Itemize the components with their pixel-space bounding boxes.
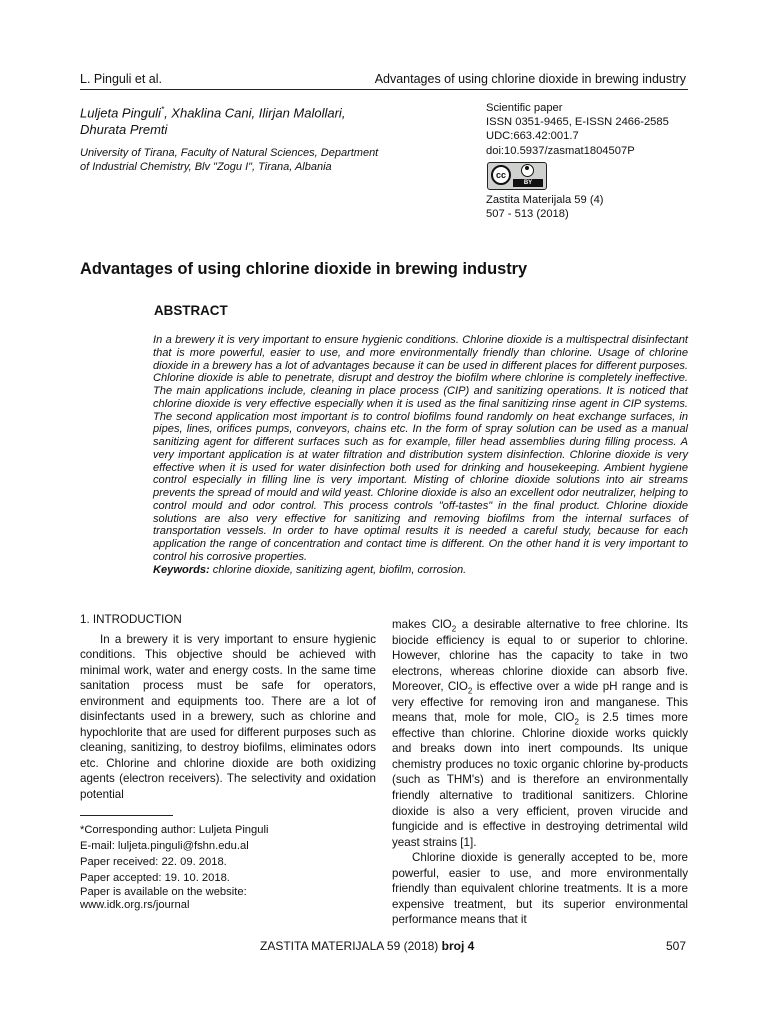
paper-title: Advantages of using chlorine dioxide in brewing industry: [80, 260, 528, 278]
paper-type: Scientific paper: [486, 102, 563, 114]
doi-link[interactable]: doi:10.5937/zasmat1804507P: [486, 144, 635, 157]
paper-metadata: [486, 101, 696, 158]
accepted-date: Paper accepted: 19. 10. 2018.: [80, 872, 230, 884]
corresponding-mark: *: [160, 105, 165, 114]
right-column: [392, 617, 688, 928]
text-run: makes ClO: [392, 618, 452, 631]
affiliation: [80, 147, 450, 174]
author-name-last: Dhurata Premti: [80, 122, 168, 138]
abstract-text: In a brewery it is very important to ensure hygienic conditions. Chlorine dioxide is a multispectral disinfectant that is more powerful, easier to use, and more environmentally friendly than chlorine. Usage of chlorine dioxide in a brewery has a lot of advantages because it can be used in different places for different purposes. Chlorine dioxide is able to penetrate, disrupt and destroy the biofilm where chlorine is completely ineffective. The main applications include, cleaning in place process (CIP) and sanitizing operations. It is noticed that chlorine dioxide is very effective especially when it is used as the final sanitizing rinse agent in CIP systems. The second application most important is to control biofilms found randomly on heat exchange surfaces, in pipes, lines, orifices pumps, conveyors, chains etc. In the form of spray solution can be used as a manual sanitizing agent for different surfaces such as for example, filler head assemblies during filling process. A very important application is at water filtration and distribution system disinfection. Chlorine dioxide is very effective when it is used for water disinfection both used for drinking and housekeeping. Ambient hygiene control especially in filling line is very important. Misting of chlorine dioxide solutions into air streams prevents the spread of mould and wild yeast. Chlorine dioxide is also an excellent odor neutralizer, helping to control mould and odor control. This process controls "off-tastes" in the final product. Chlorine dioxide solutions are also very effective for sanitizing and removing biofilms from the internal surfaces of transportation vessels. In order to have optimal results it is needed a careful study, because for each application the range of concentration and contact time is different. On the other hand it is very important to control his corrosive properties.: [153, 334, 688, 563]
author-name-first: Luljeta Pinguli: [80, 105, 161, 121]
footnotes: [80, 822, 380, 912]
abstract-body: [153, 334, 688, 576]
page-footer-journal: [260, 939, 474, 953]
affiliation-line: University of Tirana, Faculty of Natural Sciences, Department: [80, 147, 379, 159]
journal-pages: 507 - 513 (2018): [486, 207, 569, 220]
keywords-list: chlorine dioxide, sanitizing agent, biofilm, corrosion.: [209, 563, 467, 576]
text-run: is effective over a wide pH range and is very effective for removing iron and manganese. This means that, mole for mole, ClO: [392, 680, 688, 725]
corresponding-author: *Corresponding author: Luljeta Pinguli: [80, 824, 269, 836]
header-divider: [80, 89, 688, 90]
author-email[interactable]: E-mail: luljeta.pinguli@fshn.edu.al: [80, 840, 249, 852]
left-column: [80, 612, 376, 803]
website-note: [80, 886, 380, 912]
running-header-author: L. Pinguli et al.: [80, 72, 162, 86]
website-label: Paper is available on the website:: [80, 886, 247, 898]
subscript: 2: [451, 624, 457, 634]
author-list: [80, 101, 440, 138]
subscript: 2: [467, 686, 473, 696]
paragraph: [392, 617, 688, 850]
footer-issue: broj 4: [441, 939, 475, 953]
page-number: 507: [665, 939, 686, 953]
cc-icon: cc: [491, 165, 511, 185]
attribution-icon: [521, 164, 534, 177]
paragraph: Chlorine dioxide is generally accepted to be, more powerful, easier to use, and more environmentally friendly than equivalent chlorine treatments. It is a more expensive treatment, but its superior environmental performance means that it: [392, 851, 688, 927]
text-run: is 2.5 times more effective than chlorine. Chlorine dioxide works quickly and breaks down into inert compounds. Its unique chemistry produces no toxic organic chlorine by-products (such as THM's) and is therefore an environmentally friendly alternative to traditional sanitizers. Chlorine dioxide is also a very efficient, proven virucide and fungicide and is effective in destroying detrimental wild yeast strains [1].: [392, 711, 688, 849]
text-run: a desirable alternative to free chlorine. Its biocide efficiency is equal to or superior to chlorine. However, chlorine has the capacity to take in two electrons, whereas chlorine dioxide can absorb five. Moreover, ClO: [392, 618, 688, 694]
cc-by-license-badge[interactable]: [487, 162, 547, 190]
running-header-title: Advantages of using chlorine dioxide in brewing industry: [374, 72, 686, 86]
issn: ISSN 0351-9465, E-ISSN 2466-2585: [486, 116, 669, 129]
received-date: Paper received: 22. 09. 2018.: [80, 856, 227, 868]
subscript: 2: [574, 717, 579, 727]
website-link[interactable]: www.idk.org.rs/journal: [80, 899, 190, 911]
footer-journal-name: ZASTITA MATERIJALA 59 (2018): [260, 939, 442, 953]
keywords-label: Keywords:: [153, 563, 210, 576]
section-heading-introduction: 1. INTRODUCTION: [80, 613, 182, 626]
by-label: BY: [513, 179, 543, 187]
affiliation-line: of Industrial Chemistry, Blv "Zogu I", Tirana, Albania: [80, 160, 332, 173]
journal-volume: Zastita Materijala 59 (4): [486, 194, 604, 206]
abstract-heading: ABSTRACT: [154, 303, 228, 318]
journal-citation: [486, 194, 686, 221]
paragraph: In a brewery it is very important to ensure hygienic conditions. This objective should be achieved with minimal work, water and energy costs. In the same time sanitation process must be safe for operators, environment and equipments too. There are a lot of disinfectants used in a brewery, such as chlorine and hypochlorite that are used for different purposes such as cleaning, sanitizing, to destroy biofilms, eliminates odors etc. Chlorine and chlorine dioxide are both oxidizing agents (electron receivers). The selectivity and oxidation potential: [80, 632, 376, 802]
footnote-divider: [80, 815, 173, 816]
author-names-rest: , Xhaklina Cani, Ilirjan Malollari,: [164, 105, 346, 121]
udc: UDC:663.42:001.7: [486, 130, 579, 143]
